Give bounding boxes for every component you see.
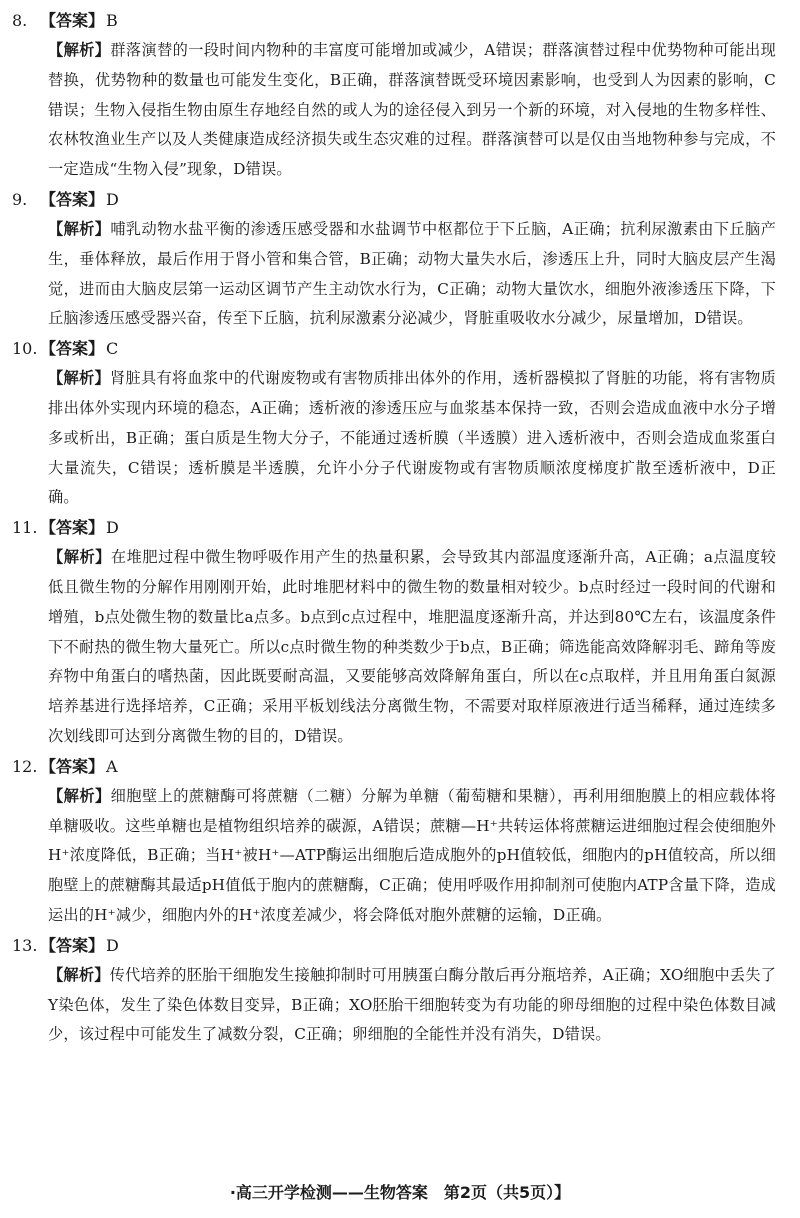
answer-tag: 【答案】 (40, 339, 105, 359)
answer-line (12, 336, 776, 364)
analysis-text: 哺乳动物水盐平衡的渗透压感受器和水盐调节中枢都位于下丘脑，A正确；抗利尿激素由下丘脑产生，垂体释放，最后作用于肾小管和集合管，B正确；动物大量失水后，渗透压上升，同时大脑皮层产生渴觉，进而由大脑皮层第一运动区调节产生主动饮水行为，C正确；动物大量饮水，细胞外液渗透压下降，下丘脑渗透压感受器兴奋，传至下丘脑，抗利尿激素分泌减少，肾脏重吸收水分减少，尿量增加，D错误。 (48, 219, 776, 328)
answer-line (12, 933, 776, 961)
analysis-text: 传代培养的胚胎干细胞发生接触抑制时可用胰蛋白酶分散后再分瓶培养，A正确；XO细胞中丢失了Y染色体，发生了染色体数目变异，B正确；XO胚胎干细胞转变为有功能的卵母细胞的过程中染色体数目减少，该过程中可能发生了减数分裂，C正确；卵细胞的全能性并没有消失，D错误。 (48, 965, 776, 1044)
analysis-text: 群落演替的一段时间内物种的丰富度可能增加或减少，A错误；群落演替过程中优势物种可能出现替换，优势物种的数量也可能发生变化，B正确，群落演替既受环境因素影响，也受到人为因素的影响，C错误；生物入侵指生物由原生存地经自然的或人为的途径侵入到另一个新的环境，对入侵地的生物多样性、农林牧渔业生产以及人类健康造成经济损失或生态灾难的过程。群落演替可以是仅由当地物种参与完成，不一定造成“生物入侵”现象，D错误。 (48, 41, 776, 179)
analysis-paragraph (12, 961, 776, 1050)
analysis-paragraph (12, 36, 776, 185)
question-number: 13. (12, 935, 38, 955)
page-footer: ·高三开学检测——生物答案 第2页（共5页）】 (229, 1183, 571, 1202)
question-12 (12, 754, 776, 931)
answer-value: C (106, 339, 119, 359)
answer-value: D (106, 189, 119, 209)
analysis-text: 在堆肥过程中微生物呼吸作用产生的热量积累，会导致其内部温度逐渐升高，A正确；a点温度较低且微生物的分解作用刚刚开始，此时堆肥材料中的微生物的数量相对较少。b点时经过一段时间的代谢和增殖，b点处微生物的数量比a点多。b点到c点过程中，堆肥温度逐渐升高，并达到80℃左右，该温度条件下不耐热的微生物大量死亡。所以c点时微生物的种类数少于b点，B正确；筛选能高效降解羽毛、蹄角等废弃物中角蛋白的嗜热菌，因此既要耐高温，又要能够高效降解角蛋白，所以在c点取样，并且用角蛋白氮源培养基进行选择培养，C正确；采用平板划线法分离微生物，不需要对取样原液进行适当稀释，通过连续多次划线即可达到分离微生物的目的，D错误。 (48, 548, 776, 745)
question-9 (12, 187, 776, 334)
question-number: 8. (12, 11, 28, 30)
answer-line (12, 754, 776, 782)
question-13 (12, 933, 776, 1050)
question-number: 11. (12, 518, 38, 538)
question-10 (12, 336, 776, 513)
analysis-tag: 【解析】 (48, 369, 110, 388)
question-number: 12. (12, 756, 38, 776)
answer-value: A (106, 756, 118, 776)
analysis-text: 细胞壁上的蔗糖酶可将蔗糖（二糖）分解为单糖（葡萄糖和果糖），再利用细胞膜上的相应载体将单糖吸收。这些单糖也是植物组织培养的碳源，A错误；蔗糖—H⁺共转运体将蔗糖运进细胞过程会使细胞外H⁺浓度降低，B正确；当H⁺被H⁺—ATP酶运出细胞后造成胞外的pH值较低，细胞内的pH值较高，所以细胞壁上的蔗糖酶其最适pH值低于胞内的蔗糖酶，C正确；使用呼吸作用抑制剂可使胞内ATP含量下降，造成运出的H⁺减少，细胞内外的H⁺浓度差减少，将会降低对胞外蔗糖的运输，D正确。 (48, 786, 777, 924)
answer-tag: 【答案】 (40, 935, 105, 955)
analysis-tag: 【解析】 (48, 548, 111, 567)
analysis-paragraph (12, 215, 776, 334)
answer-tag: 【答案】 (40, 11, 105, 30)
answer-value: B (106, 11, 118, 30)
analysis-tag: 【解析】 (48, 965, 110, 984)
answer-value: D (106, 935, 119, 955)
answer-line (12, 8, 776, 36)
analysis-tag: 【解析】 (48, 41, 111, 59)
answer-tag: 【答案】 (40, 756, 105, 776)
analysis-paragraph (12, 543, 776, 752)
question-number: 9. (12, 189, 28, 209)
question-8 (12, 8, 776, 185)
analysis-text: 肾脏具有将血浆中的代谢废物或有害物质排出体外的作用，透析器模拟了肾脏的功能，将有害物质排出体外实现内环境的稳态，A正确；透析液的渗透压应与血浆基本保持一致，否则会造成血液中水分子增多或析出，B正确；蛋白质是生物大分子，不能通过透析膜（半透膜）进入透析液中，否则会造成血浆蛋白大量流失，C错误；透析膜是半透膜，允许小分子代谢废物或有害物质顺浓度梯度扩散至透析液中，D正确。 (48, 369, 776, 507)
answer-line (12, 515, 776, 543)
analysis-paragraph (12, 364, 776, 513)
answer-line (12, 187, 776, 215)
analysis-tag: 【解析】 (48, 219, 111, 238)
question-11 (12, 515, 776, 752)
question-number: 10. (12, 339, 38, 359)
answer-tag: 【答案】 (40, 189, 105, 209)
answer-tag: 【答案】 (40, 518, 105, 538)
answer-value: D (106, 518, 119, 538)
analysis-tag: 【解析】 (48, 786, 111, 805)
analysis-paragraph (12, 782, 776, 931)
